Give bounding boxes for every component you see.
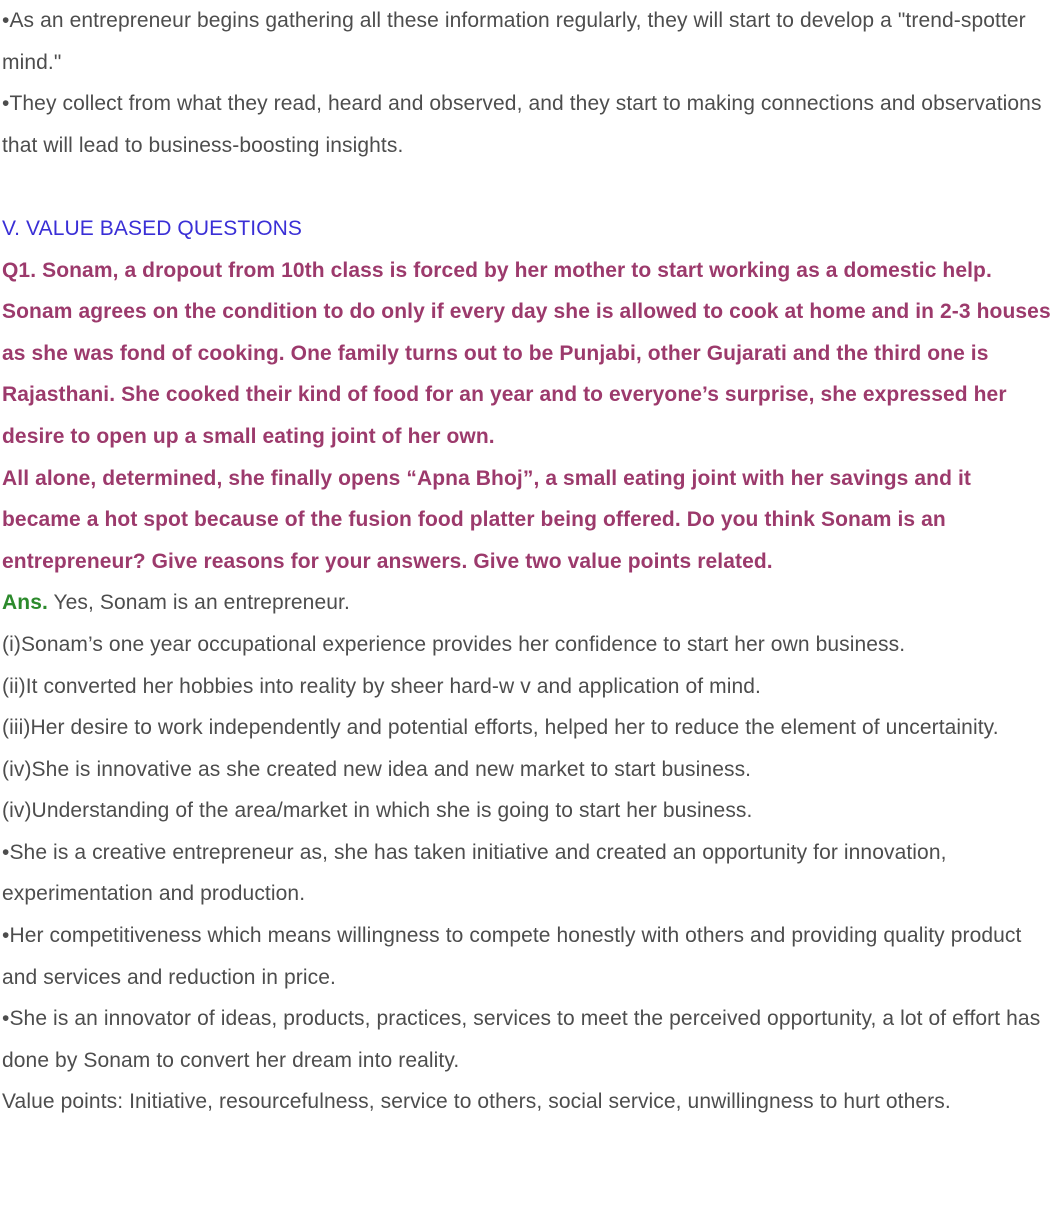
answer-line (2, 582, 1051, 624)
intro-bullet-2: •They collect from what they read, heard and observed, and they start to making connections and observations that will lead to business-boosting insights. (2, 92, 1042, 157)
answer-point: (ii)It converted her hobbies into reality by sheer hard-w v and application of mind. (2, 674, 761, 698)
question-1-part-1: Q1. Sonam, a dropout from 10th class is forced by her mother to start working as a domestic help. Sonam agrees on the condition to do only if every day she is allowed to cook at home and in 2-3 houses as she was fond of cooking. One family turns out to be Punjabi, other Gujarati and the third one is Rajasthani. She cooked their kind of food for an year and to everyone’s surprise, she expressed her desire to open up a small eating joint of her own. (2, 258, 1051, 448)
answer-point: (iv)Understanding of the area/market in which she is going to start her business. (2, 799, 753, 823)
section-heading: V. VALUE BASED QUESTIONS (2, 216, 302, 240)
answer-point: (iv)She is innovative as she created new idea and new market to start business. (2, 757, 752, 781)
spacer (2, 166, 1051, 208)
answer-point: •Her competitiveness which means willingness to compete honestly with others and providing quality product and services and reduction in price. (2, 924, 1022, 989)
answer-point: •She is an innovator of ideas, products, practices, services to meet the perceived opportunity, a lot of effort has done by Sonam to convert her dream into reality. (2, 1007, 1041, 1072)
intro-bullet-1: •As an entrepreneur begins gathering all these information regularly, they will start to develop a "trend-spotter mind." (2, 9, 1026, 74)
value-points: Value points: Initiative, resourcefulness, service to others, social service, unwillingness to hurt others. (2, 1090, 951, 1114)
answer-point: •She is a creative entrepreneur as, she has taken initiative and created an opportunity for innovation, experimentation and production. (2, 840, 947, 906)
answer-point: (iii)Her desire to work independently and potential efforts, helped her to reduce the element of uncertainity. (2, 716, 999, 740)
answer-text: Yes, Sonam is an entrepreneur. (47, 591, 350, 615)
question-1-part-2: All alone, determined, she finally opens “Apna Bhoj”, a small eating joint with her savings and it became a hot spot because of the fusion food platter being offered. Do you think Sonam is an entrepreneur? Give reasons for your answers. Give two value points related. (2, 466, 971, 573)
answer-point: (i)Sonam’s one year occupational experience provides her confidence to start her own business. (2, 632, 906, 656)
answer-label: Ans. (2, 591, 48, 615)
